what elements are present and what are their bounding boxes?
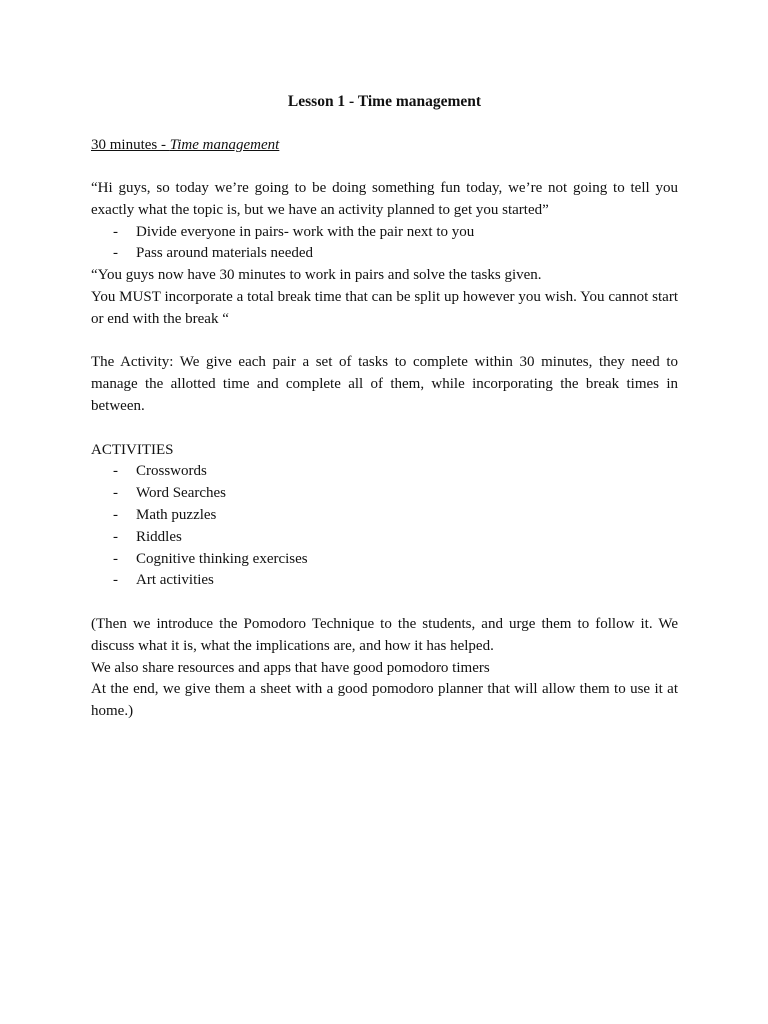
page-title: Lesson 1 - Time management xyxy=(287,93,482,110)
subheading-duration: 30 minutes - xyxy=(91,136,170,153)
step-text: Pass around materials needed xyxy=(136,245,314,262)
spacer xyxy=(91,592,678,614)
list-item xyxy=(91,461,678,483)
spacer xyxy=(91,418,678,440)
list-item xyxy=(91,527,678,549)
dash-bullet: - xyxy=(113,572,118,589)
activity-text: Art activities xyxy=(136,572,214,589)
intro-quote: “Hi guys, so today we’re going to be doing something fun today, we’re not going to tell you exactly what the topic is, but we have an activity planned to get you started” xyxy=(91,180,678,218)
step-text: Divide everyone in pairs- work with the pair next to you xyxy=(136,223,475,240)
activity-text: Word Searches xyxy=(136,485,227,502)
dash-bullet: - xyxy=(113,485,118,502)
section-subheading xyxy=(91,135,678,157)
list-item xyxy=(91,243,678,265)
dash-bullet: - xyxy=(113,507,118,524)
activity-text: Math puzzles xyxy=(136,507,217,524)
list-item xyxy=(91,570,678,592)
closing-line: We also share resources and apps that have good pomodoro timers xyxy=(91,659,490,676)
list-item xyxy=(91,483,678,505)
activity-paragraph: The Activity: We give each pair a set of tasks to complete within 30 minutes, they need to manage the allotted time and complete all of them, while incorporating the break times in between. xyxy=(91,354,678,415)
list-item xyxy=(91,505,678,527)
activities-list xyxy=(91,461,678,592)
dash-bullet: - xyxy=(113,550,118,567)
document-body xyxy=(91,91,678,723)
dash-bullet: - xyxy=(113,528,118,545)
instruction-line: “You guys now have 30 minutes to work in pairs and solve the tasks given. xyxy=(91,267,542,284)
activity-text: Crosswords xyxy=(136,463,207,480)
closing-line: (Then we introduce the Pomodoro Technique to the students, and urge them to follow it. We discuss what it is, what the implications are, and how it has helped. xyxy=(91,616,678,654)
instruction-line: You MUST incorporate a total break time that can be split up however you wish. You cannot start or end with the break “ xyxy=(91,289,678,327)
closing-line: At the end, we give them a sheet with a good pomodoro planner that will allow them to use it at home.) xyxy=(91,681,678,720)
subheading-topic: Time management xyxy=(169,136,280,153)
list-item xyxy=(91,549,678,571)
spacer xyxy=(91,331,678,353)
dash-bullet: - xyxy=(113,463,118,480)
spacer xyxy=(91,156,678,178)
activity-text: Cognitive thinking exercises xyxy=(136,550,308,567)
activity-text: Riddles xyxy=(136,528,182,545)
activities-heading: ACTIVITIES xyxy=(91,441,174,458)
dash-bullet: - xyxy=(113,245,118,262)
dash-bullet: - xyxy=(113,223,118,240)
steps-list xyxy=(91,222,678,266)
list-item xyxy=(91,222,678,244)
